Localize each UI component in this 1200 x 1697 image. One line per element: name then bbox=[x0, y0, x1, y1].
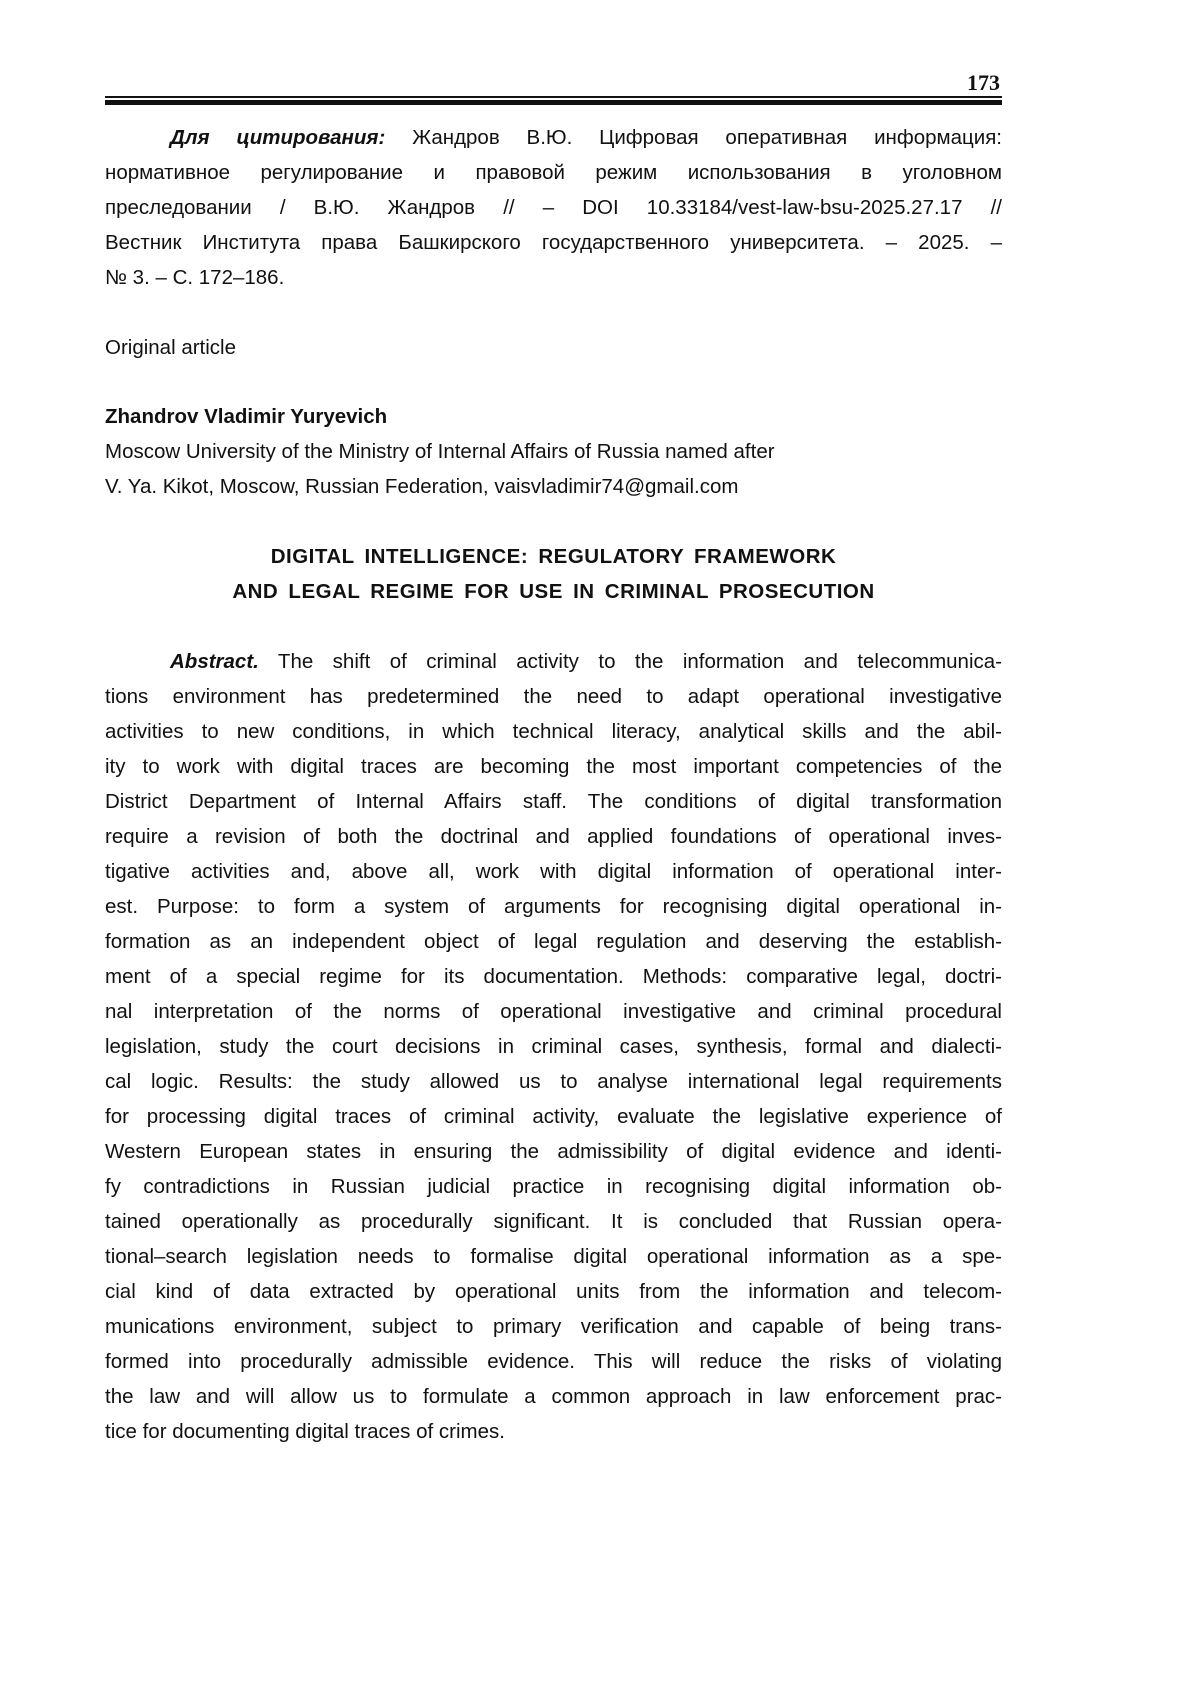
citation-label: Для цитирования: bbox=[170, 126, 386, 149]
abstract-line bbox=[105, 1379, 1002, 1414]
abstract-line bbox=[105, 1414, 1002, 1449]
abstract-line bbox=[105, 749, 1002, 784]
abstract-text: cial kind of data extracted by operational units from the information and telecom- bbox=[105, 1280, 1002, 1303]
affiliation-line: V. Ya. Kikot, Moscow, Russian Federation, vaisvladimir74@gmail.com bbox=[105, 475, 739, 498]
abstract-text: for processing digital traces of criminal activity, evaluate the legislative experience of bbox=[105, 1105, 1002, 1128]
abstract-line bbox=[105, 1169, 1002, 1204]
header-rule-thick bbox=[105, 100, 1002, 105]
abstract-text: activities to new conditions, in which technical literacy, analytical skills and the abil- bbox=[105, 720, 1002, 743]
abstract-line bbox=[105, 1204, 1002, 1239]
abstract-line bbox=[105, 889, 1002, 924]
affiliation-line: Moscow University of the Ministry of Internal Affairs of Russia named after bbox=[105, 440, 775, 463]
abstract-line bbox=[105, 959, 1002, 994]
abstract-text: munications environment, subject to primary verification and capable of being trans- bbox=[105, 1315, 1002, 1338]
abstract-line bbox=[105, 1029, 1002, 1064]
abstract-text: legislation, study the court decisions in criminal cases, synthesis, formal and dialecti- bbox=[105, 1035, 1002, 1058]
page-number: 173 bbox=[967, 70, 1000, 95]
author-affiliation bbox=[105, 434, 1002, 504]
citation bbox=[105, 120, 1002, 295]
citation-text: № 3. – С. 172–186. bbox=[105, 266, 285, 289]
title-line: AND LEGAL REGIME FOR USE IN CRIMINAL PROSECUTION bbox=[232, 580, 875, 603]
abstract-line bbox=[105, 854, 1002, 889]
abstract-text: tigative activities and, above all, work with digital information of operational inter- bbox=[105, 860, 1002, 883]
citation-line bbox=[105, 260, 1002, 295]
citation-line bbox=[105, 225, 1002, 260]
abstract-text: est. Purpose: to form a system of arguments for recognising digital operational in- bbox=[105, 895, 1002, 918]
abstract-text: cal logic. Results: the study allowed us to analyse international legal requirements bbox=[105, 1070, 1002, 1093]
citation-text: Жандров В.Ю. Цифровая оперативная информация: bbox=[412, 126, 1003, 149]
abstract-line bbox=[105, 714, 1002, 749]
article-type: Original article bbox=[105, 336, 237, 359]
abstract-line bbox=[105, 994, 1002, 1029]
abstract-text: ment of a special regime for its documentation. Methods: comparative legal, doctri- bbox=[105, 965, 1002, 988]
citation-line bbox=[105, 120, 1002, 155]
article-title bbox=[105, 539, 1002, 609]
abstract-text: fy contradictions in Russian judicial practice in recognising digital information ob- bbox=[105, 1175, 1002, 1198]
abstract-line bbox=[105, 644, 1002, 679]
abstract-line bbox=[105, 1344, 1002, 1379]
abstract-text: formation as an independent object of legal regulation and deserving the establish- bbox=[105, 930, 1002, 953]
abstract-text: tice for documenting digital traces of crimes. bbox=[105, 1420, 505, 1443]
citation-text: Вестник Института права Башкирского государственного университета. – 2025. – bbox=[105, 231, 1002, 254]
abstract-line bbox=[105, 924, 1002, 959]
abstract-label: Abstract. bbox=[170, 650, 259, 673]
abstract-text: formed into procedurally admissible evidence. This will reduce the risks of violating bbox=[105, 1350, 1002, 1373]
abstract-text: the law and will allow us to formulate a common approach in law enforcement prac- bbox=[105, 1385, 1002, 1408]
abstract-text: District Department of Internal Affairs staff. The conditions of digital transformation bbox=[105, 790, 1002, 813]
header-rule-thin bbox=[105, 96, 1002, 98]
abstract-text: nal interpretation of the norms of operational investigative and criminal procedural bbox=[105, 1000, 1002, 1023]
abstract-text: tained operationally as procedurally significant. It is concluded that Russian opera- bbox=[105, 1210, 1002, 1233]
abstract-line bbox=[105, 1064, 1002, 1099]
abstract-text: The shift of criminal activity to the information and telecommunica- bbox=[277, 650, 1002, 673]
abstract-line bbox=[105, 1274, 1002, 1309]
abstract-text: require a revision of both the doctrinal and applied foundations of operational inves- bbox=[105, 825, 1002, 848]
author-name: Zhandrov Vladimir Yuryevich bbox=[105, 405, 388, 428]
citation-line bbox=[105, 190, 1002, 225]
citation-text: преследовании / В.Ю. Жандров // – DOI 10.33184/vest-law-bsu-2025.27.17 // bbox=[105, 196, 1002, 219]
citation-line bbox=[105, 155, 1002, 190]
abstract-text: tional–search legislation needs to formalise digital operational information as a spe- bbox=[105, 1245, 1002, 1268]
abstract bbox=[105, 644, 1002, 1449]
abstract-line bbox=[105, 819, 1002, 854]
citation-text: нормативное регулирование и правовой режим использования в уголовном bbox=[105, 161, 1002, 184]
abstract-line bbox=[105, 1099, 1002, 1134]
abstract-text: tions environment has predetermined the need to adapt operational investigative bbox=[105, 685, 1002, 708]
title-line: DIGITAL INTELLIGENCE: REGULATORY FRAMEWORK bbox=[270, 545, 837, 568]
abstract-line bbox=[105, 1239, 1002, 1274]
abstract-line bbox=[105, 1309, 1002, 1344]
abstract-text: ity to work with digital traces are becoming the most important competencies of the bbox=[105, 755, 1002, 778]
abstract-line bbox=[105, 784, 1002, 819]
abstract-text: Western European states in ensuring the admissibility of digital evidence and identi- bbox=[105, 1140, 1002, 1163]
abstract-line bbox=[105, 679, 1002, 714]
abstract-line bbox=[105, 1134, 1002, 1169]
